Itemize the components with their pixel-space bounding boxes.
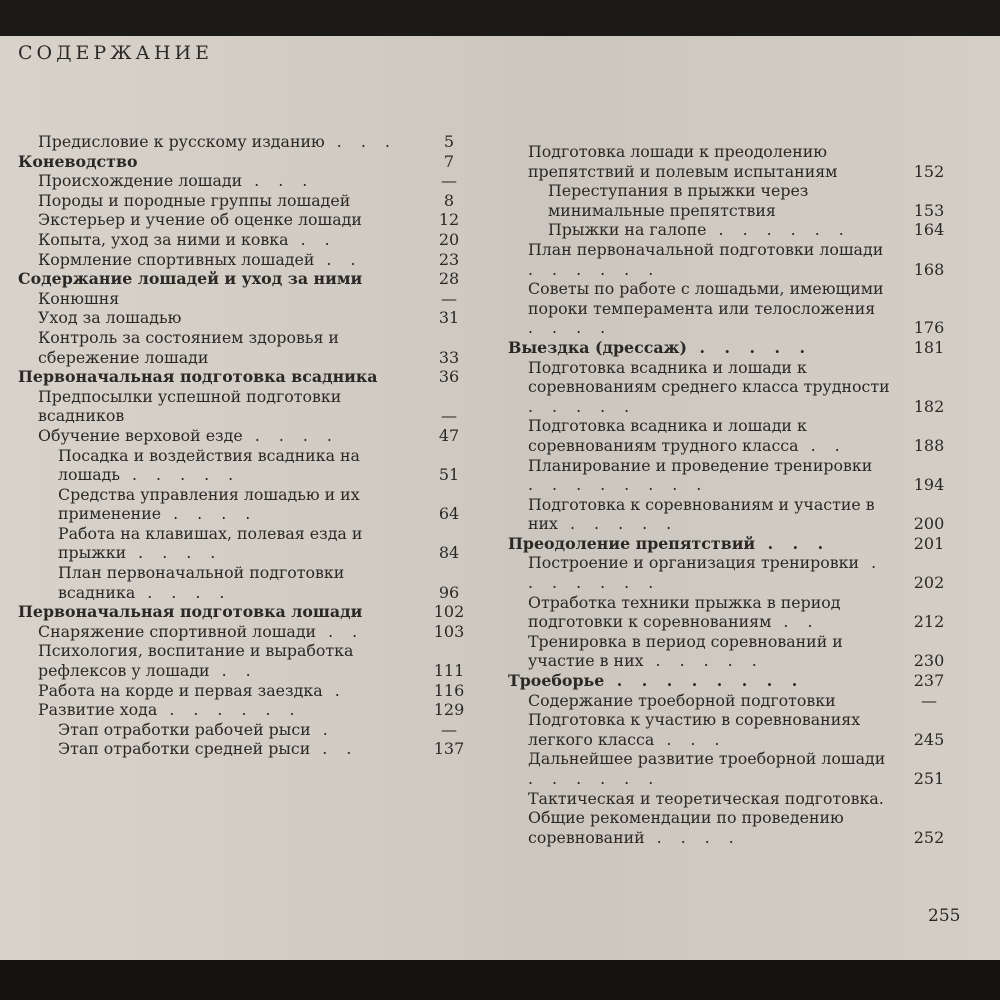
toc-entry-page: 64: [438, 504, 460, 524]
toc-entry: [18, 426, 480, 446]
toc-entry-text: Коневодство: [18, 151, 138, 171]
toc-entry-title: [38, 622, 416, 642]
toc-entry-title: [58, 524, 416, 563]
toc-leader-dots: . . .: [242, 171, 315, 191]
toc-entry-page: 201: [913, 533, 945, 553]
toc-entry-page: 12: [438, 210, 460, 230]
toc-entry: [508, 534, 960, 554]
bottom-edge: [0, 960, 1000, 1000]
toc-entry: [18, 681, 480, 701]
toc-entry-text: Прыжки на галопе: [548, 220, 707, 240]
toc-entry-page: 176: [913, 318, 945, 338]
toc-entry-page: 168: [913, 259, 945, 279]
toc-entry-page: 251: [913, 769, 945, 788]
toc-leader-dots: . .: [310, 739, 359, 759]
toc-leader-dots: . . . .: [528, 318, 613, 338]
toc-entry-text: Контроль за состоянием здоровья и сбережение лошади: [38, 327, 339, 367]
toc-entry-title: [528, 593, 896, 632]
toc-entry-title: [528, 749, 896, 788]
toc-entry-page: 202: [913, 573, 945, 593]
toc-leader-dots: . . . . . .: [157, 700, 302, 720]
toc-entry: [508, 240, 960, 279]
toc-entry-text: Содержание лошадей и уход за ними: [18, 269, 363, 289]
toc-entry-title: [548, 220, 896, 240]
toc-entry-page: 188: [913, 435, 945, 455]
toc-entry: [508, 749, 960, 788]
toc-entry-page: 23: [438, 249, 460, 269]
toc-entry-text: Планирование и проведение тренировки: [528, 455, 873, 475]
toc-entry-page: 5: [443, 132, 455, 151]
toc-entry-text: Преодоление препятствий: [508, 533, 756, 553]
toc-entry-text: Экстерьер и учение об оценке лошади: [38, 210, 362, 230]
page-number: 255: [928, 906, 961, 926]
toc-entry-text: Происхождение лошади: [38, 171, 243, 191]
toc-entry-page: 137: [433, 739, 465, 759]
toc-entry: [508, 671, 960, 691]
toc-entry-text: Копыта, уход за ними и ковка: [38, 229, 289, 249]
toc-leader-dots: . .: [314, 249, 363, 269]
toc-entry-page: —: [441, 288, 457, 308]
toc-entry-text: Этап отработки средней рыси: [58, 739, 311, 759]
toc-entry-title: [508, 671, 896, 691]
toc-entry-text: Подготовка лошади к преодолению препятствий и полевым испытаниям: [528, 142, 838, 181]
toc-leader-dots: . . . .: [161, 504, 258, 524]
toc-entry-page: —: [441, 406, 457, 426]
toc-leader-dots: . . . .: [644, 827, 741, 847]
toc-entry-page: 164: [913, 220, 945, 240]
toc-entry: [18, 210, 480, 230]
toc-entry: [508, 279, 960, 338]
toc-leader-dots: . . .: [654, 729, 727, 749]
toc-entry-text: Породы и породные группы лошадей: [38, 190, 351, 210]
toc-entry-title: [528, 358, 896, 417]
toc-entry-title: [58, 485, 416, 524]
toc-entry: [508, 632, 960, 671]
toc-entry: [18, 739, 480, 759]
toc-entry: [18, 171, 480, 191]
toc-entry-title: [38, 681, 416, 701]
toc-entry-page: 96: [438, 582, 460, 602]
toc-entry-title: [508, 338, 896, 358]
toc-entry-text: Содержание троеборной подготовки: [528, 690, 836, 710]
toc-leader-dots: . . . .: [242, 425, 339, 445]
toc-entry-page: 200: [913, 514, 945, 534]
toc-entry: [18, 485, 480, 524]
toc-entry: [18, 524, 480, 563]
toc-entry-page: 237: [913, 671, 945, 691]
toc-entry-title: [38, 191, 416, 211]
toc-entry: [508, 142, 960, 181]
toc-entry-page: 103: [433, 621, 465, 641]
toc-entry-title: [58, 739, 416, 759]
toc-entry-title: [528, 456, 896, 495]
toc-entry-text: Психология, воспитание и выработка рефлексов у лошади: [38, 641, 354, 681]
toc-entry-page: 181: [913, 337, 945, 357]
toc-leader-dots: . .: [316, 621, 365, 641]
toc-left-column: [18, 132, 480, 759]
toc-entry-text: Уход за лошадью: [38, 308, 182, 328]
toc-entry-title: [18, 269, 416, 289]
toc-entry: [508, 495, 960, 534]
toc-entry-text: Работа на корде и первая заездка: [38, 680, 323, 700]
toc-entry: [18, 191, 480, 211]
toc-entry-page: 51: [438, 465, 460, 485]
toc-entry: [18, 250, 480, 270]
toc-leader-dots: . . . . . . . .: [528, 475, 709, 495]
toc-entry: [18, 230, 480, 250]
toc-leader-dots: . . . . . . .: [528, 553, 884, 593]
toc-entry-title: [528, 279, 896, 338]
toc-entry: [508, 358, 960, 417]
toc-entry-title: [528, 710, 896, 749]
toc-entry-text: Построение и организация тренировки: [528, 553, 860, 573]
toc-entry: [18, 700, 480, 720]
toc-entry-title: [58, 446, 416, 485]
toc-entry-title: [38, 328, 416, 367]
toc-entry-title: [38, 387, 416, 426]
toc-entry-title: [38, 308, 416, 328]
toc-entry-title: [38, 426, 416, 446]
toc-entry: [18, 269, 480, 289]
toc-entry-page: 152: [913, 161, 945, 181]
toc-entry-page: 47: [438, 425, 460, 445]
toc-entry-text: Троеборье: [508, 671, 605, 691]
toc-entry-title: [38, 641, 416, 680]
toc-entry-title: [58, 563, 416, 602]
toc-entry-title: [18, 602, 416, 622]
toc-entry-title: [38, 171, 416, 191]
toc-entry: [508, 416, 960, 455]
toc-entry-page: 7: [443, 151, 455, 171]
toc-entry: [18, 622, 480, 642]
toc-entry: [508, 593, 960, 632]
toc-leader-dots: . . . . . . . .: [604, 671, 805, 691]
toc-entry-title: [528, 495, 896, 534]
toc-entry-page: 111: [433, 661, 465, 681]
toc-entry-page: 20: [438, 229, 460, 249]
toc-entry: [508, 789, 960, 848]
toc-leader-dots: . . .: [755, 533, 831, 553]
toc-entry-page: 33: [438, 347, 460, 367]
toc-leader-dots: . .: [288, 229, 337, 249]
toc-entry-text: Подготовка к соревнованиям и участие в них: [528, 494, 875, 534]
toc-leader-dots: . .: [798, 435, 847, 455]
toc-leader-dots: .: [322, 680, 347, 700]
toc-entry-page: 194: [913, 475, 945, 495]
toc-entry-title: [38, 230, 416, 250]
toc-entry: [18, 720, 480, 740]
toc-entry: [508, 338, 960, 358]
toc-entry-page: 116: [433, 680, 465, 700]
toc-entry-title: [18, 367, 416, 387]
toc-entry-text: Первоначальная подготовка всадника: [18, 367, 378, 387]
toc-entry-text: Конюшня: [38, 288, 120, 308]
toc-entry: [18, 563, 480, 602]
toc-entry-page: 102: [433, 602, 465, 622]
toc-entry-title: [38, 289, 416, 309]
toc-entry: [18, 308, 480, 328]
toc-entry-title: [508, 534, 896, 554]
toc-leader-dots: . . . . .: [687, 337, 812, 357]
toc-entry-text: Отработка техники прыжка в период подготовки к соревнованиям: [528, 592, 841, 632]
toc-entry-text: Снаряжение спортивной лошади: [38, 621, 317, 641]
toc-entry-title: [38, 250, 416, 270]
toc-leader-dots: .: [310, 719, 335, 739]
toc-leader-dots: . . .: [324, 132, 397, 151]
toc-right-column: [508, 142, 960, 847]
toc-entry: [18, 152, 480, 172]
toc-entry-page: —: [441, 171, 457, 191]
toc-entry-text: Советы по работе с лошадьми, имеющими пороки темперамента или телосложения: [528, 279, 884, 318]
toc-entry-text: Тренировка в период соревнований и участие в них: [528, 631, 843, 671]
toc-entry-text: Тактическая и теоретическая подготовка. Общие рекомендации по проведению соревнований: [528, 788, 884, 847]
toc-entry-text: Подготовка всадника и лошади к соревнованиям трудного класса: [528, 416, 807, 455]
toc-entry: [18, 289, 480, 309]
toc-entry-title: [38, 700, 416, 720]
toc-entry: [18, 602, 480, 622]
toc-entry-page: 182: [913, 396, 945, 416]
toc-entry-title: [528, 632, 896, 671]
toc-leader-dots: . . . . .: [119, 465, 241, 485]
toc-entry-text: Подготовка к участию в соревнованиях легкого класса: [528, 710, 861, 749]
toc-entry: [18, 641, 480, 680]
toc-entry-page: 212: [913, 612, 945, 632]
toc-leader-dots: . .: [771, 612, 820, 632]
toc-entry-page: 36: [438, 367, 460, 387]
toc-entry-text: Средства управления лошадью и их применение: [58, 484, 360, 524]
toc-entry-title: [528, 691, 896, 711]
toc-entry-text: Выездка (дрессаж): [508, 337, 687, 357]
toc-entry-page: 245: [913, 729, 945, 749]
toc-entry: [18, 367, 480, 387]
toc-leader-dots: . . . . . .: [528, 769, 661, 788]
toc-entry-page: 252: [913, 827, 945, 847]
toc-entry-text: Первоначальная подготовка лошади: [18, 602, 363, 622]
toc-entry-page: —: [921, 690, 937, 710]
toc-leader-dots: . . . .: [126, 543, 223, 563]
toc-entry-text: Дальнейшее развитие троеборной лошади: [528, 749, 886, 769]
toc-entry-text: Работа на клавишах, полевая езда и прыжки: [58, 523, 363, 563]
book-page: [0, 36, 1000, 960]
toc-leader-dots: . . . .: [135, 582, 232, 602]
toc-entry: [508, 691, 960, 711]
toc-leader-dots: . .: [209, 661, 258, 681]
toc-entry-title: [58, 720, 416, 740]
toc-entry-text: План первоначальной подготовки всадника: [58, 563, 345, 602]
toc-entry: [508, 181, 960, 220]
toc-entry: [508, 710, 960, 749]
toc-entry-page: 28: [438, 269, 460, 289]
toc-entry-page: 8: [443, 190, 455, 210]
toc-entry-text: Предисловие к русскому изданию: [38, 132, 325, 151]
toc-entry: [508, 220, 960, 240]
toc-leader-dots: . . . . .: [528, 396, 637, 416]
toc-entry: [18, 446, 480, 485]
toc-entry-text: Предпосылки успешной подготовки всадников: [38, 386, 342, 426]
toc-entry-title: [38, 210, 416, 230]
toc-entry-title: [528, 240, 896, 279]
toc-entry-text: Развитие хода: [38, 700, 158, 720]
toc-entry-title: [528, 142, 896, 181]
toc-entry: [18, 387, 480, 426]
toc-entry: [508, 553, 960, 592]
toc-entry: [18, 132, 480, 152]
toc-entry-text: Обучение верховой езде: [38, 425, 243, 445]
toc-entry-page: 84: [438, 543, 460, 563]
toc-entry-text: Подготовка всадника и лошади к соревнованиям среднего класса трудности: [528, 357, 890, 397]
toc-entry-page: 31: [438, 308, 460, 328]
toc-leader-dots: . . . . . .: [706, 220, 851, 240]
toc-entry-title: [528, 553, 896, 592]
toc-entry-page: —: [441, 719, 457, 739]
toc-entry-page: 153: [913, 200, 945, 220]
toc-entry: [508, 456, 960, 495]
toc-entry-title: [18, 152, 416, 172]
toc-leader-dots: . . . . .: [643, 651, 764, 671]
toc-entry-text: Этап отработки рабочей рыси: [58, 719, 311, 739]
toc-leader-dots: . . . . .: [557, 514, 679, 534]
toc-entry-text: План первоначальной подготовки лошади: [528, 239, 884, 259]
toc-entry: [18, 328, 480, 367]
toc-leader-dots: . . . . . .: [528, 259, 661, 279]
toc-entry-page: 129: [433, 700, 465, 720]
toc-entry-title: [38, 132, 416, 152]
toc-entry-text: Переступания в прыжки через минимальные препятствия: [548, 181, 809, 220]
toc-entry-page: 230: [913, 651, 945, 671]
toc-entry-title: [548, 181, 896, 220]
toc-entry-text: Посадка и воздействия всадника на лошадь: [58, 445, 360, 485]
toc-entry-title: [528, 416, 896, 455]
toc-entry-text: Кормление спортивных лошадей: [38, 249, 315, 269]
toc-entry-title: [528, 789, 896, 848]
contents-heading: СОДЕРЖАНИЕ: [18, 42, 213, 64]
